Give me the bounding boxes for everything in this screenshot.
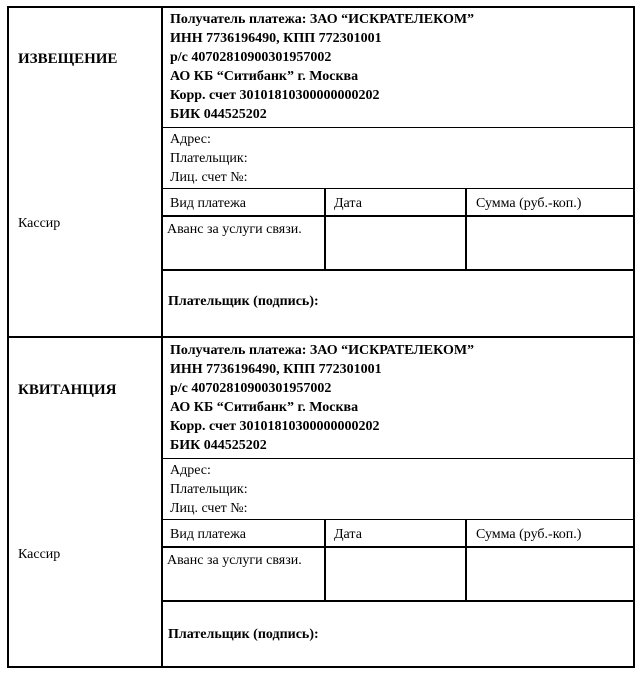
col-header-date: Дата — [334, 527, 362, 542]
table-col-divider — [324, 519, 326, 602]
table-col-divider — [324, 188, 326, 271]
receipt-title: КВИТАНЦИЯ — [18, 382, 117, 398]
table-col-divider — [465, 188, 467, 271]
recipient-bik: БИК 044525202 — [170, 107, 267, 122]
sum-field[interactable] — [471, 220, 631, 265]
recipient-bank: АО КБ “Ситибанк” г. Москва — [170, 69, 359, 84]
recipient-inn-kpp: ИНН 7736196490, КПП 772301001 — [170, 362, 382, 377]
col-header-payment-type: Вид платежа — [170, 527, 247, 542]
col-header-sum: Сумма (руб.-коп.) — [476, 196, 582, 211]
recipient-corr-account: Корр. счет 30101810300000000202 — [170, 419, 380, 434]
recipient-bank: АО КБ “Ситибанк” г. Москва — [170, 400, 359, 415]
signature-label: Плательщик (подпись): — [168, 294, 319, 309]
table-bottom-border — [161, 600, 635, 602]
recipient-account: р/с 40702810900301957002 — [170, 50, 332, 65]
address-label: Адрес: — [170, 463, 211, 478]
payment-type-value: Аванс за услуги связи. — [167, 553, 302, 568]
col-header-sum: Сумма (руб.-коп.) — [476, 527, 582, 542]
recipient-account: р/с 40702810900301957002 — [170, 381, 332, 396]
payer-label: Плательщик: — [170, 482, 248, 497]
recipient-inn-kpp: ИНН 7736196490, КПП 772301001 — [170, 31, 382, 46]
recipient-name: Получатель платежа: ЗАО “ИСКРАТЕЛЕКОМ” — [170, 12, 475, 27]
sum-field[interactable] — [471, 551, 631, 596]
table-header-border — [161, 215, 635, 217]
date-field[interactable] — [330, 220, 460, 265]
recipient-corr-account: Корр. счет 30101810300000000202 — [170, 88, 380, 103]
date-field[interactable] — [330, 551, 460, 596]
recipient-bik: БИК 044525202 — [170, 438, 267, 453]
table-bottom-border — [161, 269, 635, 271]
recipient-name: Получатель платежа: ЗАО “ИСКРАТЕЛЕКОМ” — [170, 343, 475, 358]
col-header-payment-type: Вид платежа — [170, 196, 247, 211]
table-top-border — [161, 188, 635, 189]
col-header-date: Дата — [334, 196, 362, 211]
payment-type-value: Аванс за услуги связи. — [167, 222, 302, 237]
cashier-label: Кассир — [18, 216, 61, 231]
address-label: Адрес: — [170, 132, 211, 147]
notice-title: ИЗВЕЩЕНИЕ — [18, 51, 118, 67]
account-label: Лиц. счет №: — [170, 170, 248, 185]
divider — [161, 458, 635, 459]
cashier-label: Кассир — [18, 547, 61, 562]
table-top-border — [161, 519, 635, 520]
section-divider — [7, 336, 635, 338]
divider — [161, 127, 635, 128]
table-col-divider — [465, 519, 467, 602]
signature-label: Плательщик (подпись): — [168, 627, 319, 642]
payer-label: Плательщик: — [170, 151, 248, 166]
table-header-border — [161, 546, 635, 548]
account-label: Лиц. счет №: — [170, 501, 248, 516]
